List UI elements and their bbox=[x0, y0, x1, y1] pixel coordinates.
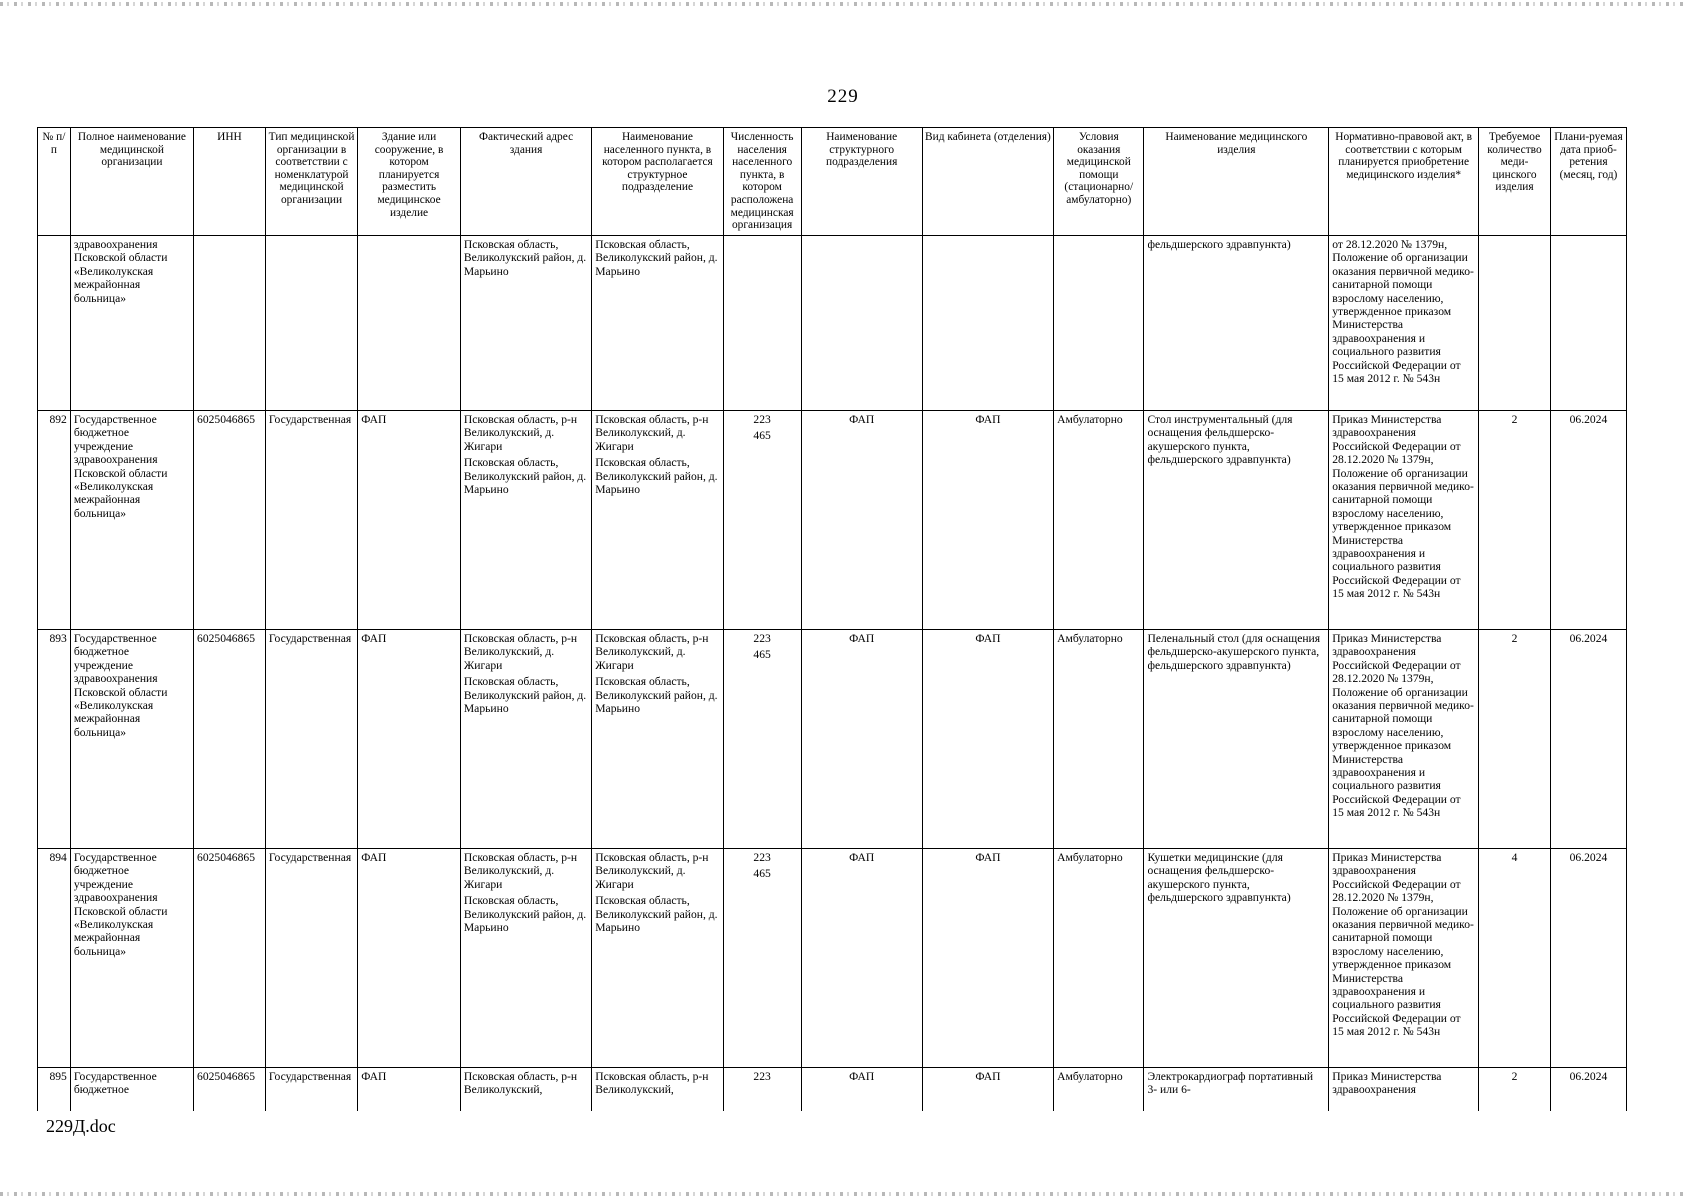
cell-population bbox=[723, 236, 801, 411]
cell-address: Псковская область, р-н Великолукский, bbox=[460, 1068, 591, 1112]
cell-unit: ФАП bbox=[801, 1068, 922, 1112]
header-cell: Полное наименование медицинской организации bbox=[70, 128, 193, 236]
cell-date: 06.2024 bbox=[1550, 411, 1626, 630]
cell-address bbox=[460, 849, 591, 1068]
header-cell: Плани-руемая дата приоб-ретения (месяц, год) bbox=[1550, 128, 1626, 236]
cell-address bbox=[460, 411, 591, 630]
settlement-line: Псковская область, р-н Великолукский, д. Жигари bbox=[595, 851, 709, 891]
settlement-line: Псковская область, Великолукский район, д. Марьино bbox=[595, 894, 718, 935]
cell-num: 895 bbox=[38, 1068, 71, 1112]
cell-population: 223 bbox=[723, 1068, 801, 1112]
cell-qty: 2 bbox=[1479, 1068, 1551, 1112]
cell-conditions bbox=[1054, 236, 1144, 411]
cell-org: Государственное бюджетное bbox=[70, 1068, 193, 1112]
address-line: Псковская область, р-н Великолукский, д. Жигари bbox=[463, 851, 578, 891]
cell-building: ФАП bbox=[358, 1068, 461, 1112]
cell-type bbox=[265, 236, 357, 411]
cell-building: ФАП bbox=[358, 849, 461, 1068]
cell-settlement: Псковская область, р-н Великолукский, bbox=[592, 1068, 723, 1112]
population-value: 465 bbox=[753, 429, 771, 443]
cell-org: Государственное бюджетное учреждение здравоохранения Псковской области «Великолукская межрайонная больница» bbox=[70, 849, 193, 1068]
population-value: 223 bbox=[753, 851, 771, 864]
cell-num: 894 bbox=[38, 849, 71, 1068]
population-value: 465 bbox=[753, 867, 771, 881]
header-cell: Наименование медицинского изделия bbox=[1144, 128, 1329, 236]
cell-type: Государственная bbox=[265, 1068, 357, 1112]
cell-device: Пеленальный стол (для оснащения фельдшерско-акушерского пункта, фельдшерского здравпункта) bbox=[1144, 630, 1329, 849]
cell-building: ФАП bbox=[358, 630, 461, 849]
header-cell: ИНН bbox=[194, 128, 266, 236]
cell-act: Приказ Министерства здравоохранения bbox=[1329, 1068, 1479, 1112]
scan-edge-top bbox=[0, 2, 1686, 6]
cell-num: 893 bbox=[38, 630, 71, 849]
header-cell: Здание или сооружение, в котором планируется разместить медицинское изделие bbox=[358, 128, 461, 236]
header-cell: Требуемое количество меди-цинского изделия bbox=[1479, 128, 1551, 236]
cell-num bbox=[38, 236, 71, 411]
cell-settlement bbox=[592, 630, 723, 849]
cell-cabinet bbox=[922, 236, 1053, 411]
cell-conditions: Амбулаторно bbox=[1054, 411, 1144, 630]
settlement-line: Псковская область, Великолукский район, д. Марьино bbox=[595, 675, 718, 716]
medical-equipment-table bbox=[37, 127, 1627, 1111]
cell-device: фельдшерского здравпункта) bbox=[1144, 236, 1329, 411]
cell-unit: ФАП bbox=[801, 849, 922, 1068]
cell-device: Электрокардиограф портативный 3- или 6- bbox=[1144, 1068, 1329, 1112]
cell-conditions: Амбулаторно bbox=[1054, 1068, 1144, 1112]
address-line: Псковская область, р-н Великолукский, д. Жигари bbox=[463, 632, 578, 672]
table-row bbox=[38, 411, 1627, 630]
header-cell: Нормативно-правовой акт, в соответствии с которым планируется приобретение медицинского изделия* bbox=[1329, 128, 1479, 236]
cell-building: ФАП bbox=[358, 411, 461, 630]
header-cell: Наименование населенного пункта, в котором располагается структурное подразделение bbox=[592, 128, 723, 236]
cell-qty: 4 bbox=[1479, 849, 1551, 1068]
cell-population bbox=[723, 411, 801, 630]
cell-org: Государственное бюджетное учреждение здравоохранения Псковской области «Великолукская межрайонная больница» bbox=[70, 411, 193, 630]
cell-unit bbox=[801, 236, 922, 411]
page-number: 229 bbox=[827, 86, 859, 107]
cell-date: 06.2024 bbox=[1550, 630, 1626, 849]
settlement-line: Псковская область, р-н Великолукский, д. Жигари bbox=[595, 632, 709, 672]
population-value: 223 bbox=[753, 632, 771, 645]
address-line: Псковская область, Великолукский район, д. Марьино bbox=[463, 675, 587, 716]
cell-cabinet: ФАП bbox=[922, 849, 1053, 1068]
header-cell: Фактический адрес здания bbox=[460, 128, 591, 236]
cell-inn: 6025046865 bbox=[194, 411, 266, 630]
header-cell: Наименование структурного подразделения bbox=[801, 128, 922, 236]
cell-device: Стол инструментальный (для оснащения фельдшерско-акушерского пункта, фельдшерского здравпункта) bbox=[1144, 411, 1329, 630]
cell-address: Псковская область, Великолукский район, д. Марьино bbox=[460, 236, 591, 411]
cell-cabinet: ФАП bbox=[922, 1068, 1053, 1112]
table-row bbox=[38, 849, 1627, 1068]
cell-inn: 6025046865 bbox=[194, 1068, 266, 1112]
cell-address bbox=[460, 630, 591, 849]
cell-type: Государственная bbox=[265, 849, 357, 1068]
population-value: 465 bbox=[753, 648, 771, 662]
cell-device: Кушетки медицинские (для оснащения фельдшерско-акушерского пункта, фельдшерского здравпункта) bbox=[1144, 849, 1329, 1068]
cell-type: Государственная bbox=[265, 630, 357, 849]
cell-date: 06.2024 bbox=[1550, 1068, 1626, 1112]
cell-settlement bbox=[592, 411, 723, 630]
cell-type: Государственная bbox=[265, 411, 357, 630]
cell-cabinet: ФАП bbox=[922, 411, 1053, 630]
cell-conditions: Амбулаторно bbox=[1054, 849, 1144, 1068]
cell-inn: 6025046865 bbox=[194, 630, 266, 849]
address-line: Псковская область, р-н Великолукский, д. Жигари bbox=[463, 413, 578, 453]
cell-qty: 2 bbox=[1479, 630, 1551, 849]
cell-population bbox=[723, 849, 801, 1068]
header-cell: Численность населения населенного пункта, в котором расположена медицинская организация bbox=[723, 128, 801, 236]
cell-act: от 28.12.2020 № 1379н, Положение об организации оказания первичной медико-санитарной помощи взрослому населению, утвержденное приказом Министерства здравоохранения и социального развития Российской Федерации от 15 мая 2012 г. № 543н bbox=[1329, 236, 1479, 411]
cell-settlement bbox=[592, 849, 723, 1068]
population-value: 223 bbox=[753, 413, 771, 426]
address-line: Псковская область, Великолукский район, д. Марьино bbox=[463, 894, 587, 935]
settlement-line: Псковская область, Великолукский район, д. Марьино bbox=[595, 456, 718, 497]
cell-building bbox=[358, 236, 461, 411]
address-line: Псковская область, Великолукский район, д. Марьино bbox=[463, 456, 587, 497]
cell-unit: ФАП bbox=[801, 411, 922, 630]
cell-qty: 2 bbox=[1479, 411, 1551, 630]
cell-date bbox=[1550, 236, 1626, 411]
table-row-partial bbox=[38, 1068, 1627, 1112]
footer-filename: 229Д.doc bbox=[46, 1116, 116, 1136]
cell-inn: 6025046865 bbox=[194, 849, 266, 1068]
cell-org: здравоохранения Псковской области «Великолукская межрайонная больница» bbox=[70, 236, 193, 411]
cell-num: 892 bbox=[38, 411, 71, 630]
cell-date: 06.2024 bbox=[1550, 849, 1626, 1068]
cell-inn bbox=[194, 236, 266, 411]
cell-cabinet: ФАП bbox=[922, 630, 1053, 849]
table-header-row bbox=[38, 128, 1627, 236]
cell-population bbox=[723, 630, 801, 849]
cell-qty bbox=[1479, 236, 1551, 411]
header-cell: Тип медицинской организации в соответствии с номенклатурой медицинской организации bbox=[265, 128, 357, 236]
cell-settlement: Псковская область, Великолукский район, д. Марьино bbox=[592, 236, 723, 411]
scan-edge-bottom bbox=[0, 1192, 1686, 1196]
cell-act: Приказ Министерства здравоохранения Российской Федерации от 28.12.2020 № 1379н, Положение об организации оказания первичной медико-санитарной помощи взрослому населению, утвержденное приказом Министерства здравоохранения и социального развития Российской Федерации от 15 мая 2012 г. № 543н bbox=[1329, 849, 1479, 1068]
cell-act: Приказ Министерства здравоохранения Российской Федерации от 28.12.2020 № 1379н, Положение об организации оказания первичной медико-санитарной помощи взрослому населению, утвержденное приказом Министерства здравоохранения и социального развития Российской Федерации от 15 мая 2012 г. № 543н bbox=[1329, 630, 1479, 849]
table-row bbox=[38, 630, 1627, 849]
table-viewport bbox=[37, 127, 1627, 1111]
cell-act: Приказ Министерства здравоохранения Российской Федерации от 28.12.2020 № 1379н, Положение об организации оказания первичной медико-санитарной помощи взрослому населению, утвержденное приказом Министерства здравоохранения и социального развития Российской Федерации от 15 мая 2012 г. № 543н bbox=[1329, 411, 1479, 630]
header-cell: Вид кабинета (отделения) bbox=[922, 128, 1053, 236]
cell-unit: ФАП bbox=[801, 630, 922, 849]
cell-org: Государственное бюджетное учреждение здравоохранения Псковской области «Великолукская межрайонная больница» bbox=[70, 630, 193, 849]
table-row-continuation bbox=[38, 236, 1627, 411]
cell-conditions: Амбулаторно bbox=[1054, 630, 1144, 849]
header-cell: № п/п bbox=[38, 128, 71, 236]
settlement-line: Псковская область, р-н Великолукский, д. Жигари bbox=[595, 413, 709, 453]
header-cell: Условия оказания медицинской помощи (стационарно/ амбулаторно) bbox=[1054, 128, 1144, 236]
